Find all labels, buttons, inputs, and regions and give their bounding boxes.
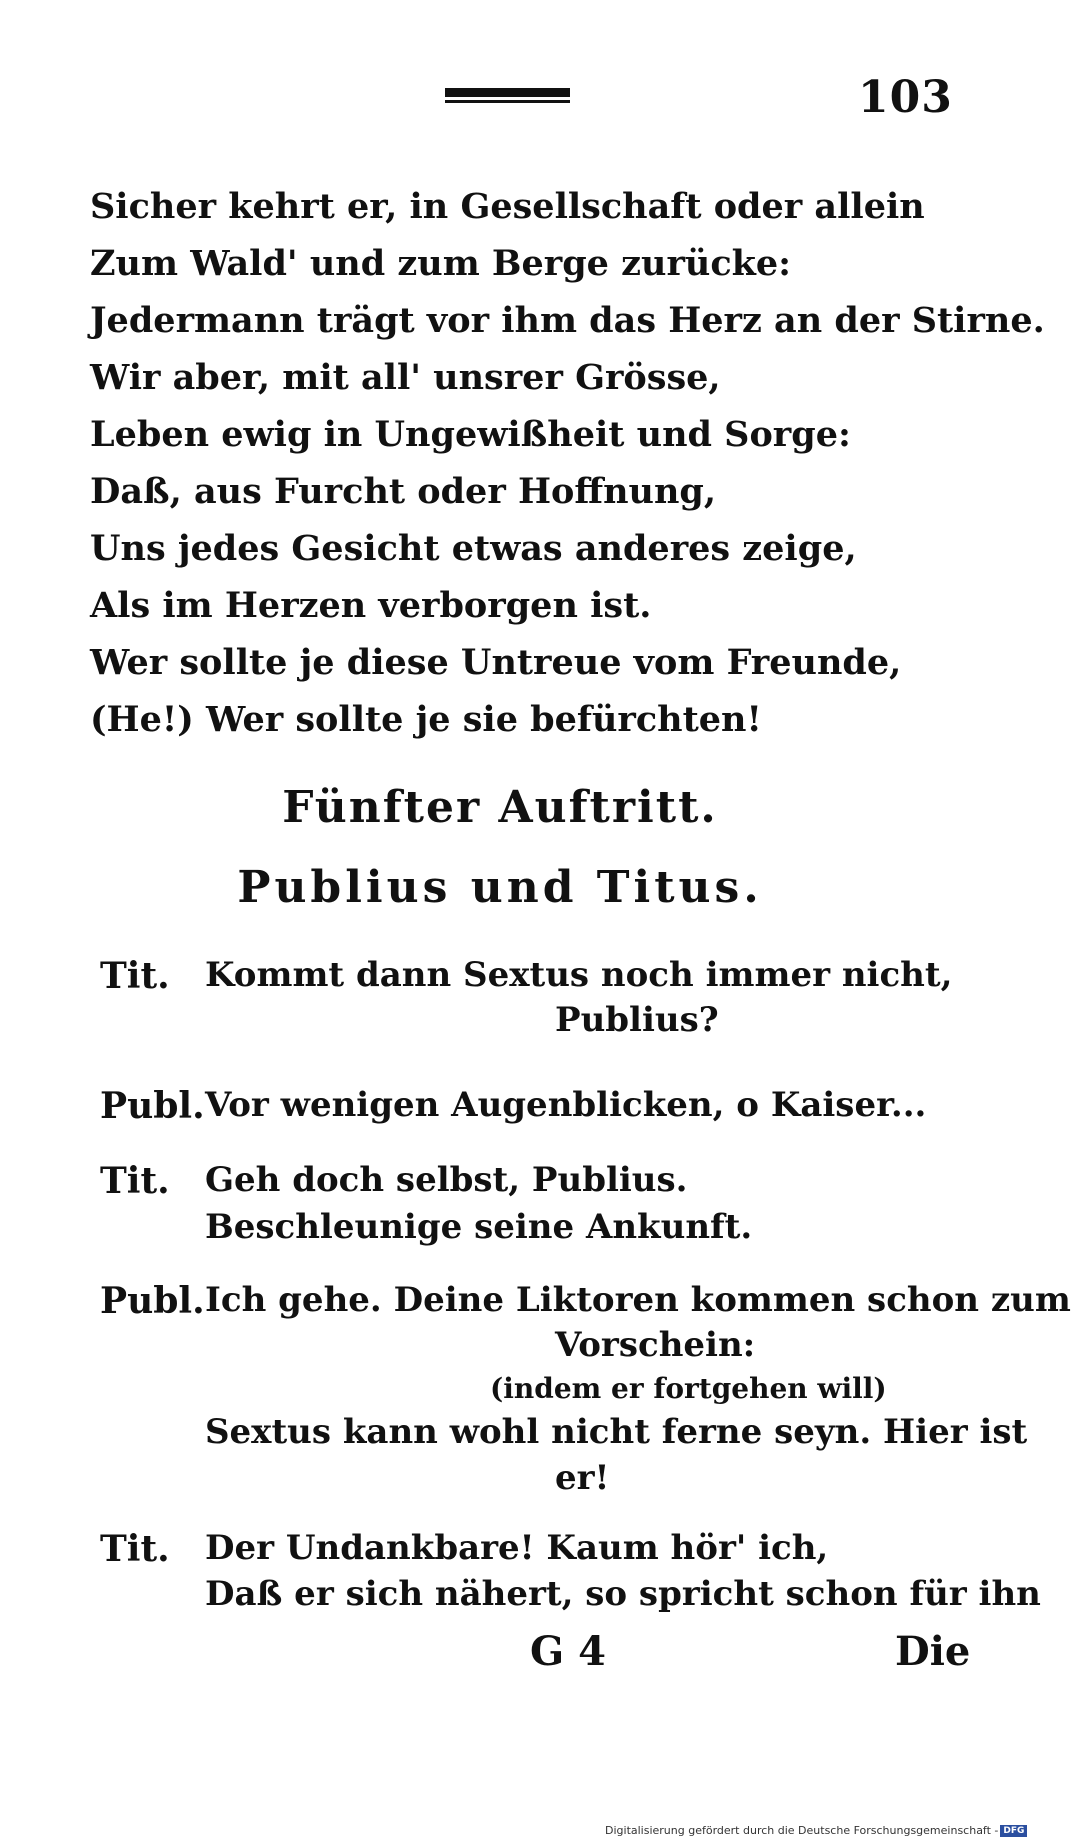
header-rule-thin: [445, 100, 570, 103]
speech-line: Publius?: [555, 1000, 719, 1040]
catchword: Die: [895, 1628, 971, 1675]
speech-line: Daß er sich nähert, so spricht schon für ihn: [205, 1574, 1041, 1614]
speaker-label: Tit.: [100, 1160, 170, 1202]
scene-persons: Publius und Titus.: [237, 862, 763, 913]
speech-line: Der Undankbare! Kaum hör' ich,: [205, 1528, 829, 1568]
verse-line: Wer sollte je diese Untreue vom Freunde,: [90, 642, 902, 683]
scene-title: Fünfter Auftritt.: [282, 782, 718, 833]
stage-direction: (indem er fortgehen will): [490, 1372, 887, 1405]
speech-line: Vorschein:: [555, 1325, 756, 1365]
verse-line: Sicher kehrt er, in Gesellschaft oder allein: [90, 186, 925, 227]
dfg-logo: DFG: [1000, 1825, 1027, 1837]
verse-line: (He!) Wer sollte je sie befürchten!: [90, 699, 762, 740]
header-rule: [445, 88, 570, 104]
verse-line: Leben ewig in Ungewißheit und Sorge:: [90, 414, 851, 455]
speech-line: Kommt dann Sextus noch immer nicht,: [205, 955, 953, 995]
signature-mark: G 4: [530, 1628, 606, 1675]
speech-line: er!: [555, 1458, 610, 1498]
speech-line: Beschleunige seine Ankunft.: [205, 1207, 753, 1247]
credit-text: Digitalisierung gefördert durch die Deutsche Forschungsgemeinschaft -: [605, 1824, 999, 1837]
speech-line: Ich gehe. Deine Liktoren kommen schon zum: [205, 1280, 1071, 1320]
speech-line: Sextus kann wohl nicht ferne seyn. Hier ist: [205, 1412, 1028, 1452]
speaker-label: Tit.: [100, 955, 170, 997]
verse-line: Jedermann trägt vor ihm das Herz an der Stirne.: [90, 300, 1045, 341]
speaker-label: Publ.: [100, 1280, 205, 1322]
verse-line: Als im Herzen verborgen ist.: [90, 585, 652, 626]
speaker-label: Tit.: [100, 1528, 170, 1570]
header-rule-thick: [445, 88, 570, 97]
verse-line: Uns jedes Gesicht etwas anderes zeige,: [90, 528, 857, 569]
digitization-credit: [605, 1824, 1027, 1837]
speech-line: Geh doch selbst, Publius.: [205, 1160, 688, 1200]
page-number: 103: [858, 72, 953, 123]
verse-line: Daß, aus Furcht oder Hoffnung,: [90, 471, 717, 512]
verse-block: [90, 178, 1045, 748]
verse-line: Wir aber, mit all' unsrer Grösse,: [90, 357, 721, 398]
verse-line: Zum Wald' und zum Berge zurücke:: [90, 243, 792, 284]
speech-line: Vor wenigen Augenblicken, o Kaiser...: [205, 1085, 927, 1125]
speaker-label: Publ.: [100, 1085, 205, 1127]
